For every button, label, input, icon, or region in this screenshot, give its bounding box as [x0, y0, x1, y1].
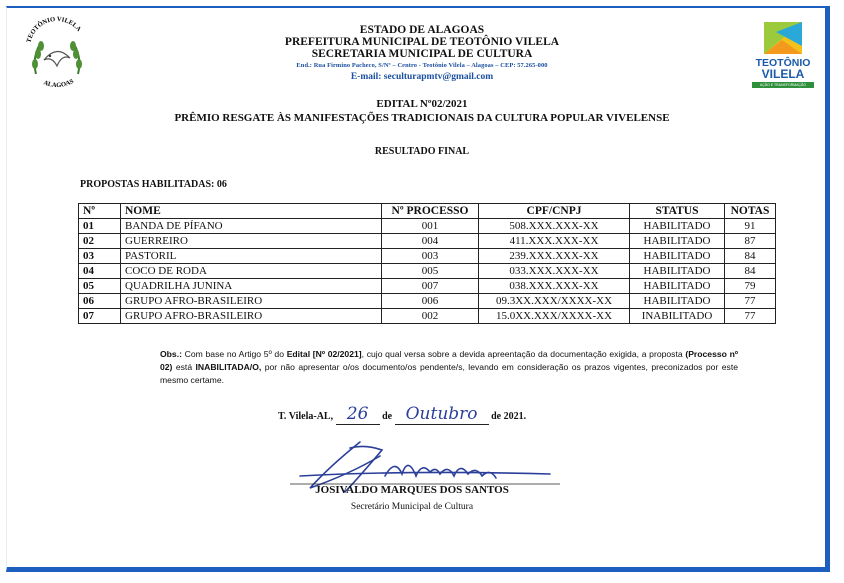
logo-tagline: AÇÃO E TRANSFORMAÇÃO: [752, 82, 814, 88]
table-row: [79, 264, 776, 279]
date-year: de 2021.: [491, 411, 527, 422]
cell-score: 91: [725, 219, 776, 234]
prefeitura-heading: PREFEITURA MUNICIPAL DE TEOTÔNIO VILELA: [284, 36, 560, 48]
date-line: [278, 404, 526, 425]
cell-number: 07: [79, 309, 121, 324]
table-row: [79, 309, 776, 324]
cell-score: 84: [725, 249, 776, 264]
address-line: End.: Rua Firmino Pacheco, S/Nº – Centro - Teotônio Vilela – Alagoas – CEP: 57.265-000: [296, 62, 548, 69]
cell-number: 05: [79, 279, 121, 294]
cell-name: GUERREIRO: [121, 234, 382, 249]
cell-cpf: 239.XXX.XXX-XX: [479, 249, 630, 264]
table-row: [79, 294, 776, 309]
date-month-handwritten: Outubro: [395, 404, 489, 425]
col-header-name: NOME: [121, 204, 382, 219]
cell-cpf: 508.XXX.XXX-XX: [479, 219, 630, 234]
cell-name: GRUPO AFRO-BRASILEIRO: [121, 309, 382, 324]
results-table: [78, 203, 776, 324]
table-row: [79, 279, 776, 294]
col-header-process: Nº PROCESSO: [382, 204, 479, 219]
cell-number: 04: [79, 264, 121, 279]
edital-number: EDITAL Nº02/2021: [376, 98, 468, 110]
cell-name: BANDA DE PÍFANO: [121, 219, 382, 234]
cell-name: COCO DE RODA: [121, 264, 382, 279]
obs-text-3: está: [172, 362, 196, 372]
cell-status: HABILITADO: [630, 249, 725, 264]
cell-cpf: 033.XXX.XXX-XX: [479, 264, 630, 279]
svg-text:ALAGOAS: ALAGOAS: [42, 77, 75, 90]
cell-status: HABILITADO: [630, 234, 725, 249]
observation-paragraph: [160, 348, 738, 387]
cell-status: HABILITADO: [630, 219, 725, 234]
cell-score: 79: [725, 279, 776, 294]
cell-cpf: 411.XXX.XXX-XX: [479, 234, 630, 249]
cell-name: GRUPO AFRO-BRASILEIRO: [121, 294, 382, 309]
col-header-number: Nº: [79, 204, 121, 219]
obs-status-ref: INABILITADA/O,: [195, 362, 262, 372]
date-day-handwritten: 26: [336, 404, 380, 425]
cell-status: INABILITADO: [630, 309, 725, 324]
cell-status: HABILITADO: [630, 294, 725, 309]
cell-number: 01: [79, 219, 121, 234]
cell-status: HABILITADO: [630, 279, 725, 294]
cell-process: 002: [382, 309, 479, 324]
state-heading: ESTADO DE ALAGOAS: [359, 24, 485, 36]
cell-number: 02: [79, 234, 121, 249]
signer-role: Secretário Municipal de Cultura: [350, 502, 474, 512]
obs-edital-ref: Edital [Nº 02/2021]: [286, 349, 362, 359]
cell-score: 84: [725, 264, 776, 279]
email-line: E-mail: seculturapmtv@gmail.com: [350, 72, 494, 82]
cell-process: 006: [382, 294, 479, 309]
obs-text-1: Com base no Artigo 5º do: [181, 349, 287, 359]
signer-name: JOSIVALDO MARQUES DOS SANTOS: [315, 484, 509, 496]
secretaria-heading: SECRETARIA MUNICIPAL DE CULTURA: [311, 48, 533, 60]
cell-number: 03: [79, 249, 121, 264]
cell-cpf: 038.XXX.XXX-XX: [479, 279, 630, 294]
col-header-status: STATUS: [630, 204, 725, 219]
table-row: [79, 249, 776, 264]
result-heading: RESULTADO FINAL: [374, 146, 470, 157]
date-de: de: [382, 411, 393, 422]
cell-name: QUADRILHA JUNINA: [121, 279, 382, 294]
approved-count: PROPOSTAS HABILITADAS: 06: [80, 179, 227, 190]
cell-score: 77: [725, 294, 776, 309]
col-header-notes: NOTAS: [725, 204, 776, 219]
cell-process: 001: [382, 219, 479, 234]
obs-text-4: por não apresentar o/os documento/os pendente/s, levando em consideração os prazos vigentes, preconizados por este mesmo certame.: [160, 362, 738, 385]
obs-process-ref: (Processo nº 02): [160, 349, 738, 372]
cell-process: 007: [382, 279, 479, 294]
table-row: [79, 234, 776, 249]
cell-process: 005: [382, 264, 479, 279]
cell-process: 003: [382, 249, 479, 264]
obs-label: Obs.:: [160, 349, 182, 359]
svg-text:TEOTÔNIO VILELA: TEOTÔNIO VILELA: [25, 15, 83, 44]
cell-score: 77: [725, 309, 776, 324]
logo-city-name: TEOTÔNIO VILELA: [755, 57, 811, 81]
table-header-row: [79, 204, 776, 219]
cell-name: PASTORIL: [121, 249, 382, 264]
col-header-cpf: CPF/CNPJ: [479, 204, 630, 219]
cell-number: 06: [79, 294, 121, 309]
date-place: T. Vilela-AL,: [278, 411, 334, 422]
edital-title: PRÊMIO RESGATE ÀS MANIFESTAÇÕES TRADICIONAIS DA CULTURA POPULAR VIVELENSE: [174, 112, 670, 124]
table-row: [79, 219, 776, 234]
obs-text-2: , cujo qual versa sobre a devida apreentação da documentação exigida, a proposta: [361, 349, 686, 359]
cell-status: HABILITADO: [630, 264, 725, 279]
cell-cpf: 15.0XX.XXX/XXXX-XX: [479, 309, 630, 324]
cell-score: 87: [725, 234, 776, 249]
cell-cpf: 09.3XX.XXX/XXXX-XX: [479, 294, 630, 309]
cell-process: 004: [382, 234, 479, 249]
